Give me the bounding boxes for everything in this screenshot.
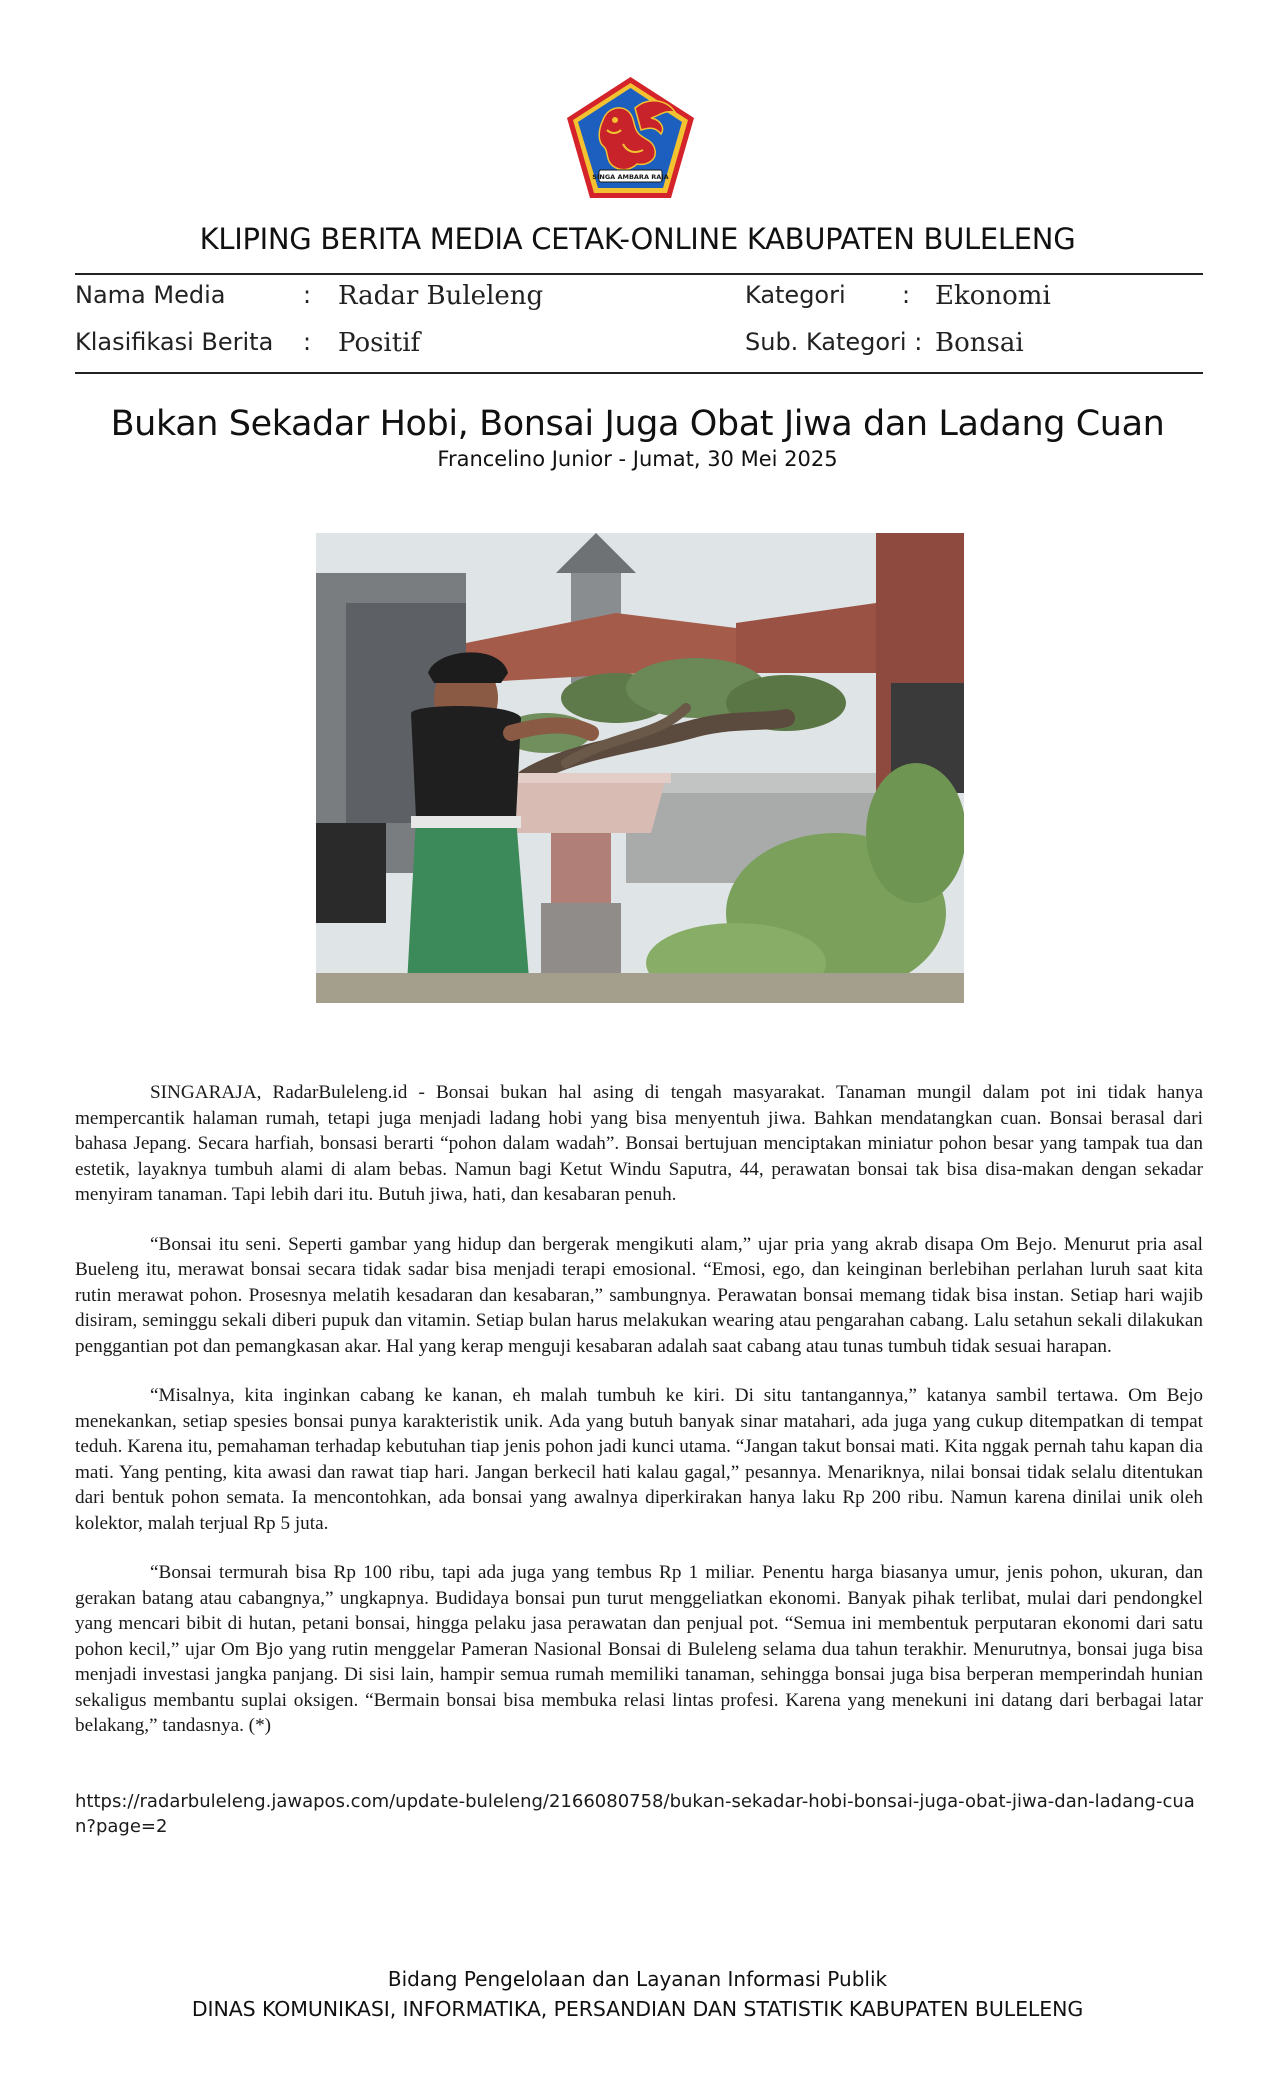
article-paragraph: “Bonsai itu seni. Seperti gambar yang hidup dan bergerak mengikuti alam,” ujar pria yang akrab disapa Om Bejo. Menurut pria asal Bueleng itu, merawat bonsai secara tidak sadar bisa menjadi terapi emosional. “Emosi, ego, dan keinginan berlebihan perlahan luruh saat kita rutin merawat pohon. Prosesnya melatih kesadaran dan kesabaran,” sambungnya. Perawatan bonsai memang tidak bisa instan. Setiap hari wajib disiram, seminggu sekali diberi pupuk dan vitamin. Setiap bulan harus melakukan wearing atau pengarahan cabang. Lalu setahun sekali dilakukan penggantian pot dan pemangkasan akar. Hal yang kerap menguji kesabaran adalah saat cabang atau tunas tumbuh tidak sesuai harapan. (75, 1233, 1203, 1357)
article-paragraph: “Misalnya, kita inginkan cabang ke kanan, eh malah tumbuh ke kiri. Di situ tantangannya,” katanya sambil tertawa. Om Bejo menekankan, setiap spesies bonsai punya karakteristik unik. Ada yang butuh banyak sinar matahari, ada juga yang cukup ditempatkan di tempat teduh. Karena itu, pemahaman terhadap kebutuhan tiap jenis pohon jadi kunci utama. “Jangan takut bonsai mati. Kita nggak pernah tahu kapan dia mati. Yang penting, kita awasi dan rawat tiap hari. Jangan berkecil hati kalau gagal,” pesannya. Menariknya, nilai bonsai tidak selalu ditentukan dari bentuk pohon semata. Ia mencontohkan, ada bonsai yang awalnya diperkirakan hanya laku Rp 200 ribu. Namun karena dinilai unik oleh kolektor, malah terjual Rp 5 juta. (75, 1385, 1203, 1534)
header-divider-top (75, 273, 1203, 275)
article-byline: Francelino Junior - Jumat, 30 Mei 2025 (437, 447, 838, 471)
article-photo-bonsai (316, 533, 964, 1003)
klasifikasi-colon: : (303, 328, 312, 356)
logo-caption: SINGA AMBARA RAJA (592, 173, 669, 181)
article-body (75, 1080, 1203, 1763)
article-title: Bukan Sekadar Hobi, Bonsai Juga Obat Jiwa dan Ladang Cuan (110, 404, 1165, 444)
klasifikasi-label: Klasifikasi Berita (75, 328, 274, 356)
kategori-colon: : (902, 281, 911, 309)
article-paragraph: “Bonsai termurah bisa Rp 100 ribu, tapi ada juga yang tembus Rp 1 miliar. Penentu harga biasanya umur, jenis pohon, ukuran, dan gerakan batang atau cabangnya,” ungkapnya. Budidaya bonsai pun turut menggeliatkan ekonomi. Banyak pihak terlibat, mulai dari pendongkel yang mencari bibit di hutan, petani bonsai, hingga pelaku jasa perawatan dan penjual pot. “Semua ini membentuk perputaran ekonomi dari satu pohon kecil,” ujar Om Bjo yang rutin menggelar Pameran Nasional Bonsai di Buleleng selama dua tahun terakhir. Menurutnya, bonsai juga bisa menjadi investasi jangka panjang. Di sisi lain, hampir semua rumah memiliki tanaman, sehingga bonsai juga bisa berperan memperindah hunian sekaligus membantu suplai oksigen. “Bermain bonsai bisa membuka relasi lintas profesi. Karena yang menekuni ini datang dari berbagai latar belakang,” tandasnya. (*) (75, 1562, 1203, 1736)
kategori-label: Kategori (745, 281, 846, 309)
header-divider-bottom (75, 372, 1203, 374)
klasifikasi-value: Positif (338, 328, 421, 358)
subkategori-label: Sub. Kategori : (745, 328, 923, 356)
footer-agency: DINAS KOMUNIKASI, INFORMATIKA, PERSANDIAN DAN STATISTIK KABUPATEN BULELENG (191, 1997, 1084, 2021)
buleleng-emblem-logo (563, 74, 698, 201)
footer-department: Bidang Pengelolaan dan Layanan Informasi Publik (387, 1967, 888, 1991)
media-colon: : (303, 281, 312, 309)
kategori-value: Ekonomi (935, 281, 1051, 311)
article-paragraph: SINGARAJA, RadarBuleleng.id - Bonsai bukan hal asing di tengah masyarakat. Tanaman mungil dalam pot ini tidak hanya mempercantik halaman rumah, tetapi juga menjadi ladang hobi yang bisa menyentuh jiwa. Bahkan mendatangkan cuan. Bonsai berasal dari bahasa Jepang. Secara harfiah, bonsasi berarti “pohon dalam wadah”. Bonsai bertujuan menciptakan miniatur pohon besar yang tampak tua dan estetik, layaknya tumbuh alami di alam bebas. Namun bagi Ketut Windu Saputra, 44, perawatan bonsai tak bisa disa-makan dengan sekadar menyiram tanaman. Tapi lebih dari itu. Butuh jiwa, hati, dan kesabaran penuh. (75, 1082, 1203, 1205)
media-label: Nama Media (75, 281, 226, 309)
header-title: KLIPING BERITA MEDIA CETAK-ONLINE KABUPATEN BULELENG (199, 222, 1076, 256)
source-url-link[interactable]: https://radarbuleleng.jawapos.com/update-buleleng/2166080758/bukan-sekadar-hobi-bonsai-juga-obat-jiwa-dan-ladang-cuan?page=2 (75, 1791, 1195, 1837)
subkategori-value: Bonsai (935, 328, 1024, 358)
media-value: Radar Buleleng (338, 281, 544, 311)
